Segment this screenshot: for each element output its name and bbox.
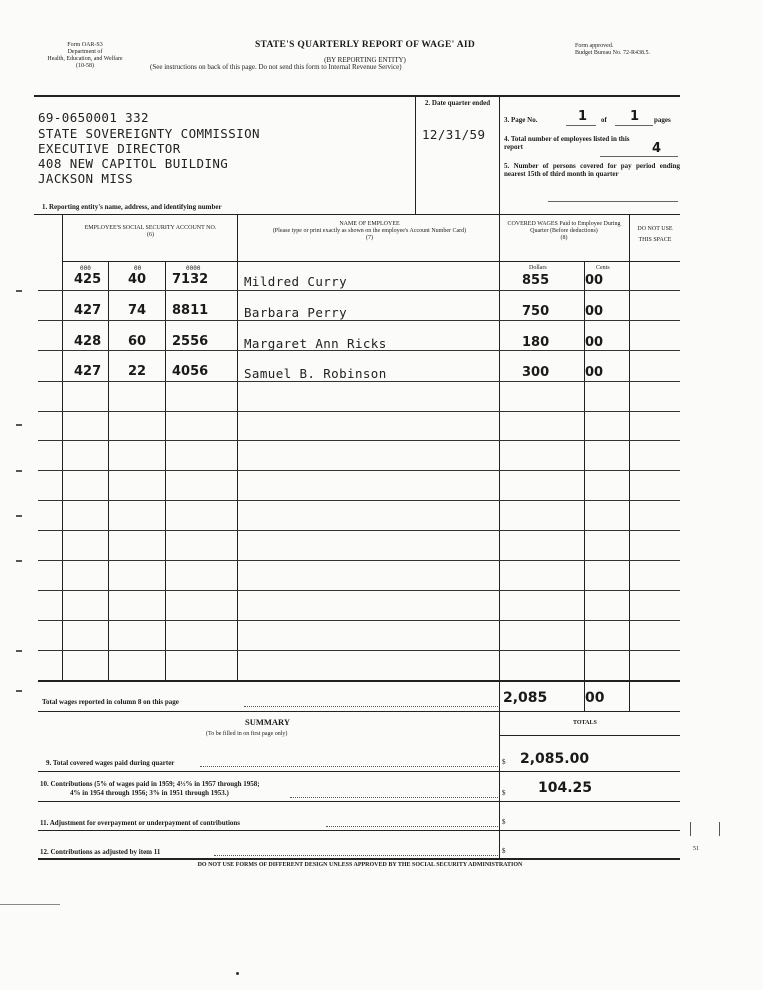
row-line	[38, 650, 680, 651]
ssn-header	[68, 225, 233, 239]
entity-line-2: STATE SOVEREIGNTY COMMISSION	[38, 126, 260, 141]
item-11-bottom	[38, 830, 680, 831]
col-divider-ssn-2	[165, 261, 166, 681]
page-no-label: 3. Page No.	[504, 116, 538, 124]
col-divider-ssn-1	[108, 261, 109, 681]
employees-value: 4	[652, 141, 662, 156]
ssn-header-no: (6)	[147, 232, 154, 238]
summary-bottom	[38, 858, 680, 860]
dollars-header: Dollars	[529, 265, 547, 271]
entity-line-5: JACKSON MISS	[38, 171, 134, 186]
item-9-bottom	[38, 771, 680, 772]
table-row	[0, 303, 763, 321]
row-line	[38, 440, 680, 441]
do-not-use-header: DO NOT USE THIS SPACE	[637, 226, 673, 243]
wage-dollars: 300	[522, 365, 550, 380]
item-10-label-a: 10. Contributions (5% of wages paid in 1959; 4½% in 1957 through 1958;	[40, 780, 260, 788]
row-line	[38, 560, 680, 561]
item-10-dollar-sign: $	[502, 789, 506, 797]
ssn-part-3: 4056	[172, 364, 209, 379]
entity-line-4: 408 NEW CAPITOL BUILDING	[38, 156, 229, 171]
table-row	[0, 272, 763, 290]
ssn-part-3: 7132	[172, 272, 209, 287]
item-10-value: 104.25	[538, 780, 593, 796]
total-wages-label: Total wages reported in column 8 on this page	[42, 698, 179, 706]
wage-cents: 00	[585, 335, 604, 350]
totals-divider-right	[629, 681, 630, 711]
margin-tick	[16, 470, 22, 472]
summary-title: SUMMARY	[245, 717, 291, 727]
row-line	[38, 500, 680, 501]
ssn-part-2: 40	[128, 272, 147, 287]
name-header-sub: (Please type or print exactly as shown on the employee's Account Number Card)	[272, 228, 467, 234]
wage-cents: 00	[585, 365, 604, 380]
row-line	[38, 290, 680, 291]
persons-label: 5. Number of persons covered for pay period ending nearest 15th of third month in quarter	[504, 162, 680, 178]
top-border	[34, 95, 680, 97]
wages-header-no: (8)	[560, 235, 568, 241]
employee-name: Mildred Curry	[244, 274, 348, 289]
employees-label: 4. Total number of employees listed in this report	[504, 135, 630, 151]
table-row	[0, 364, 763, 382]
item-10-label-b: 4% in 1954 through 1956; 3% in 1951 through 1953.)	[70, 789, 229, 797]
row-line	[38, 411, 680, 412]
of-label: of	[601, 116, 607, 124]
footer-notice: DO NOT USE FORMS OF DIFFERENT DESIGN UNLESS APPROVED BY THE SOCIAL SECURITY ADMINISTRATION	[197, 862, 523, 868]
quarter-label: 2. Date quarter ended	[424, 99, 491, 107]
total-wages-leader	[244, 706, 498, 707]
entity-line-3: EXECUTIVE DIRECTOR	[38, 141, 181, 156]
ssn-placeholder-b: 00	[134, 265, 142, 272]
row-line	[38, 530, 680, 531]
item-12-dollar-sign: $	[502, 847, 506, 855]
margin-tick	[16, 690, 22, 692]
employee-name: Margaret Ann Ricks	[244, 336, 387, 351]
summary-totals-header-line	[499, 735, 680, 736]
form-subtitle: (BY REPORTING ENTITY)	[324, 56, 406, 64]
ssn-part-2: 74	[128, 303, 147, 318]
entity-line-1: 69-0650001 332	[38, 110, 149, 125]
ssn-header-text: EMPLOYEE'S SOCIAL SECURITY ACCOUNT NO.	[84, 225, 217, 231]
scan-dot	[236, 972, 239, 975]
divider-entity-quarter	[415, 96, 416, 214]
item-9-leader	[200, 766, 498, 767]
name-header-text: NAME OF EMPLOYEE	[339, 221, 400, 227]
item-11-dollar-sign: $	[502, 818, 506, 826]
ssn-part-2: 60	[128, 334, 147, 349]
totals-divider-left	[499, 681, 500, 711]
entity-label: 1. Reporting entity's name, address, and identifying number	[42, 203, 222, 211]
top-section-bottom	[34, 214, 680, 215]
ssn-placeholder-a: 000	[80, 265, 91, 272]
item-12-label: 12. Contributions as adjusted by item 11	[40, 848, 161, 856]
summary-sub: (To be filled in on first page only)	[206, 731, 288, 737]
wage-dollars: 855	[522, 273, 550, 288]
cents-header: Cents	[596, 265, 610, 271]
margin-bracket	[690, 822, 691, 836]
form-title: STATE'S QUARTERLY REPORT OF WAGE' AID	[254, 40, 476, 50]
approved-text: Form approved.	[575, 43, 614, 49]
ssn-part-3: 8811	[172, 303, 209, 318]
item-9-label: 9. Total covered wages paid during quarter	[46, 759, 175, 767]
quarter-value: 12/31/59	[422, 127, 486, 142]
ssn-part-1: 425	[74, 272, 102, 287]
margin-tick	[16, 650, 22, 652]
ssn-placeholder-c: 0000	[186, 265, 201, 272]
page-total-value: 1	[630, 109, 640, 124]
divider-quarter-page	[499, 96, 500, 214]
item-10-leader	[290, 797, 498, 798]
row-line	[38, 590, 680, 591]
margin-tick	[16, 290, 22, 292]
margin-mark: 51	[693, 846, 699, 852]
wage-dollars: 750	[522, 304, 550, 319]
employee-name: Barbara Perry	[244, 305, 348, 320]
page-total-line	[615, 125, 653, 126]
department-text: Department of	[67, 49, 103, 55]
wages-header-text: COVERED WAGES Paid to Employee During Quarter (Before deductions)	[507, 221, 621, 234]
margin-bracket	[719, 822, 720, 836]
header-row-bottom	[62, 261, 680, 262]
scan-artifact-line	[0, 904, 60, 905]
page-no-line	[566, 125, 596, 126]
row-line	[38, 470, 680, 471]
item-12-leader	[214, 855, 498, 856]
item-9-value: 2,085.00	[520, 751, 590, 767]
item-11-leader	[326, 826, 498, 827]
total-wages-dollars: 2,085	[503, 690, 548, 706]
approval-block	[575, 43, 685, 57]
pages-label: pages	[654, 116, 671, 124]
employees-line	[600, 156, 678, 157]
name-header	[272, 221, 467, 242]
form-number-text: Form OAR-S3	[67, 42, 103, 48]
department2-text: Health, Education, and Welfare	[47, 56, 123, 62]
page-no-value: 1	[578, 109, 588, 124]
form-number	[30, 42, 140, 70]
margin-tick	[16, 515, 22, 517]
form-instructions: (See instructions on back of this page. Do not send this form to Internal Revenue Service)	[150, 63, 402, 71]
employee-name: Samuel B. Robinson	[244, 366, 387, 381]
wages-header	[505, 221, 623, 242]
ssn-part-1: 427	[74, 303, 102, 318]
margin-tick	[16, 560, 22, 562]
item-11-label: 11. Adjustment for overpayment or underpayment of contributions	[40, 819, 241, 827]
ssn-part-1: 427	[74, 364, 102, 379]
form-date-text: (10-58)	[76, 63, 94, 69]
margin-tick	[16, 424, 22, 426]
budget-text: Budget Bureau No. 72-R438.5.	[575, 50, 650, 56]
ssn-part-3: 2556	[172, 334, 209, 349]
persons-line	[548, 201, 678, 202]
name-header-no: (7)	[366, 235, 373, 241]
wage-cents: 00	[585, 273, 604, 288]
item-10-bottom	[38, 801, 680, 802]
wage-cents: 00	[585, 304, 604, 319]
table-row	[0, 334, 763, 352]
total-wages-cents: 00	[585, 690, 605, 706]
wage-dollars: 180	[522, 335, 550, 350]
item-9-dollar-sign: $	[502, 758, 506, 766]
ssn-part-1: 428	[74, 334, 102, 349]
totals-label: TOTALS	[573, 720, 597, 726]
summary-divider	[499, 712, 500, 858]
col-divider-dollars-cents	[584, 261, 585, 681]
ssn-part-2: 22	[128, 364, 147, 379]
row-line	[38, 620, 680, 621]
totals-row-bottom	[38, 711, 680, 712]
